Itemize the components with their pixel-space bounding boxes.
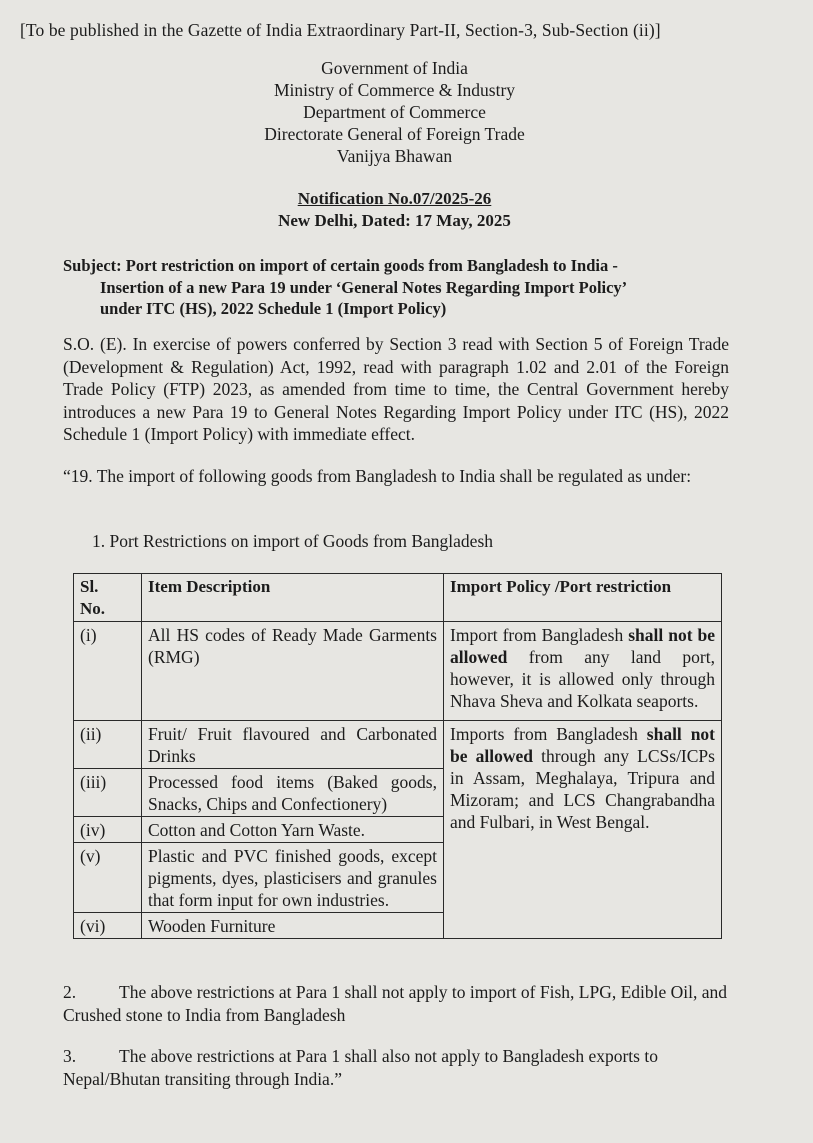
para-3-text: The above restrictions at Para 1 shall also not apply to Bangladesh exports to Nepal/Bhutan transiting through India.” (63, 1046, 658, 1089)
table-row (74, 721, 722, 769)
notification-number: Notification No.07/2025-26 (297, 189, 492, 208)
row-item: Processed food items (Baked goods, Snacks, Chips and Confectionery) (142, 769, 444, 817)
notification-date: New Delhi, Dated: 17 May, 2025 (278, 211, 511, 230)
header-department: Department of Commerce (303, 102, 486, 122)
header-directorate: Directorate General of Foreign Trade (264, 124, 525, 144)
row-sl: (v) (74, 843, 142, 913)
table-header-row (74, 574, 722, 622)
row-sl: (i) (74, 622, 142, 721)
header-ministry: Ministry of Commerce & Industry (273, 80, 516, 100)
header-sl: Sl. (80, 577, 99, 596)
table-row (74, 622, 722, 721)
gazette-publication-line: [To be published in the Gazette of India Extraordinary Part-II, Section-3, Sub-Section (ii)] (20, 20, 661, 40)
header-government: Government of India (321, 58, 468, 78)
preamble-paragraph: S.O. (E). In exercise of powers conferred by Section 3 read with Section 5 of Foreign Trade (Development & Regulation) Act, 1992, read with paragraph 1.02 and 2.01 of the Foreign Trade Policy (FTP) 2023, as amended from time to time, the Central Government hereby introduces a new Para 19 to General Notes Regarding Import Policy under ITC (HS), 2022 Schedule 1 (Import Policy) with immediate effect. (63, 334, 729, 444)
para-2-text: The above restrictions at Para 1 shall not apply to import of Fish, LPG, Edible Oil, and Crushed stone to India from Bangladesh (63, 982, 728, 1025)
policy-emphasis: shall not be allowed (450, 625, 715, 667)
subject-line-1: Subject: Port restriction on import of certain goods from Bangladesh to India - (63, 256, 618, 275)
row-item: Fruit/ Fruit flavoured and Carbonated Drinks (142, 721, 444, 769)
para-19-intro: “19. The import of following goods from Bangladesh to India shall be regulated as under: (63, 466, 692, 486)
para-3-transit-exemption (63, 1045, 729, 1091)
policy-seaport-only: Import from Bangladesh shall not be allowed from any land port, however, it is allowed only through Nhava Sheva and Kolkata seaports. (444, 622, 722, 721)
header-item-description: Item Description (142, 574, 444, 622)
row-sl: (iii) (74, 769, 142, 817)
para-2-number: 2. (63, 982, 77, 1002)
notification-block (0, 188, 789, 232)
header-sl-no (74, 574, 142, 622)
header-building: Vanijya Bhawan (336, 146, 453, 166)
subject-block (63, 255, 743, 320)
issuing-authority-header (0, 57, 789, 167)
row-sl: (iv) (74, 817, 142, 843)
policy-land-port-restriction: Imports from Bangladesh shall not be allowed through any LCSs/ICPs in Assam, Meghalaya, Tripura and Mizoram; and LCS Changrabandha and Fulbari, in West Bengal. (444, 721, 722, 939)
header-no: No. (80, 599, 106, 618)
port-restriction-table (73, 573, 722, 939)
row-sl: (vi) (74, 913, 142, 939)
row-sl: (ii) (74, 721, 142, 769)
subject-line-2: Insertion of a new Para 19 under ‘General Notes Regarding Import Policy’ (100, 277, 628, 297)
row-item: Plastic and PVC finished goods, except pigments, dyes, plasticisers and granules that form input for own industries. (142, 843, 444, 913)
row-item: All HS codes of Ready Made Garments (RMG) (142, 622, 444, 721)
header-import-policy: Import Policy /Port restriction (444, 574, 722, 622)
row-item: Wooden Furniture (142, 913, 444, 939)
policy-emphasis: shall not be allowed (450, 724, 715, 766)
row-item: Cotton and Cotton Yarn Waste. (142, 817, 444, 843)
para-3-number: 3. (63, 1046, 77, 1066)
para-2-exemptions (63, 981, 729, 1027)
list-heading-port-restrictions: 1. Port Restrictions on import of Goods from Bangladesh (92, 531, 494, 551)
subject-line-3: under ITC (HS), 2022 Schedule 1 (Import Policy) (100, 299, 447, 318)
